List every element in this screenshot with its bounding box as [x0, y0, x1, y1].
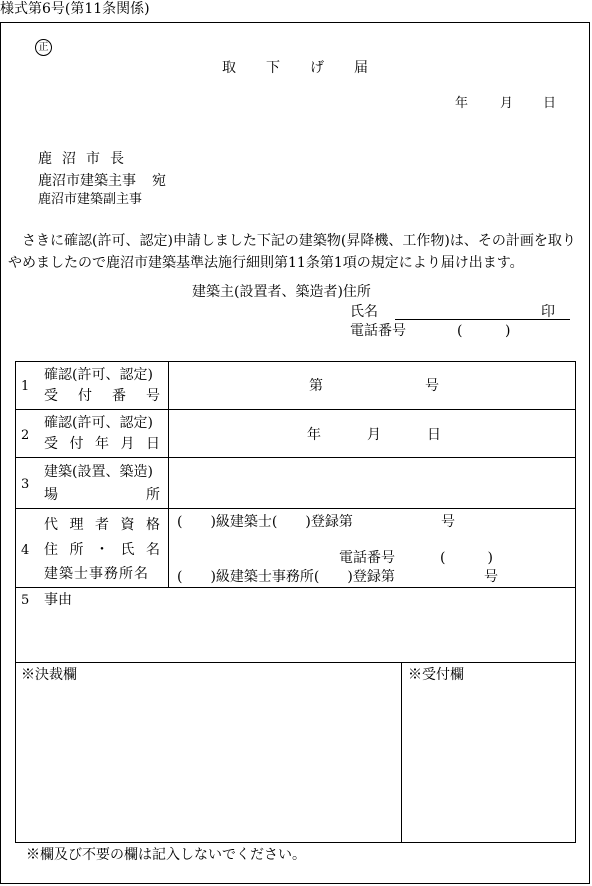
- row2-value-day: 日: [427, 427, 441, 443]
- addressee-deputy-official: 鹿沼市建築副主事: [38, 192, 143, 207]
- table-row-divider: [16, 457, 575, 458]
- row3-label-top: 建築(設置、築造): [44, 464, 153, 480]
- row1-value-go: 号: [425, 378, 439, 394]
- table-row-divider: [16, 409, 575, 410]
- row3-number: 3: [21, 477, 30, 492]
- form-number-label: 様式第6号(第11条関係): [0, 1, 150, 17]
- date-month-label: 月: [500, 96, 514, 111]
- addressee-honorific: 宛: [152, 173, 166, 189]
- row4-label-line2: 住 所 ・ 氏 名: [44, 542, 160, 558]
- row2-number: 2: [21, 428, 30, 443]
- form-title: 取 下 げ 届: [222, 60, 368, 76]
- date-day-label: 日: [543, 96, 557, 111]
- row1-value-dai: 第: [309, 378, 323, 394]
- details-table: [15, 361, 576, 843]
- decision-column-label: ※決裁欄: [21, 667, 77, 683]
- row2-label-bottom: 受 付 年 月 日: [44, 436, 160, 452]
- applicant-seal-label: 印: [541, 304, 555, 320]
- row4-value-office-go: 号: [484, 569, 498, 585]
- reception-column-label: ※受付欄: [408, 667, 464, 683]
- row4-number: 4: [21, 543, 30, 558]
- table-column-divider: [168, 362, 169, 587]
- row4-value-architect: ( )級建築士( )登録第: [177, 514, 353, 530]
- addressee-chief-official: 鹿沼市建築主事: [38, 173, 136, 189]
- seal-mark-icon: 正: [35, 39, 52, 56]
- applicant-phone-label: 電話番号: [350, 323, 406, 339]
- row4-value-architect-go: 号: [441, 514, 455, 530]
- row4-label-line1: 代 理 者 資 格: [44, 517, 160, 533]
- row2-value-year: 年: [307, 427, 321, 443]
- applicant-name-label: 氏名: [350, 304, 378, 320]
- date-year-label: 年: [455, 96, 469, 111]
- footnote: ※欄及び不要の欄は記入しないでください。: [26, 847, 306, 863]
- applicant-phone-paren-close: ): [505, 323, 511, 339]
- table-row-divider: [16, 662, 575, 663]
- row1-label-bottom: 受 付 番 号: [44, 388, 160, 404]
- table-row-divider: [16, 508, 575, 509]
- row3-label-bottom: 場 所: [44, 487, 160, 503]
- addressee-mayor: 鹿 沼 市 長: [38, 151, 124, 167]
- row5-label: 事由: [44, 592, 72, 608]
- notification-body-text: さきに確認(許可、認定)申請しました下記の建築物(昇降機、工作物)は、その計画を取りやめましたので鹿沼市建築基準法施行細則第11条第1項の規定により届け出ます。: [8, 233, 576, 271]
- table-column-divider: [401, 662, 402, 842]
- row2-value-month: 月: [367, 427, 381, 443]
- applicant-phone-paren-open: (: [457, 323, 463, 339]
- row4-value-office: ( )級建築士事務所( )登録第: [177, 569, 395, 585]
- row5-number: 5: [21, 593, 30, 608]
- row4-value-phone-label: 電話番号: [339, 550, 395, 566]
- row2-label-top: 確認(許可、認定): [44, 415, 153, 431]
- table-row-divider: [16, 587, 575, 588]
- row4-label-line3: 建築士事務所名: [44, 566, 149, 582]
- row1-label-top: 確認(許可、認定): [44, 367, 153, 383]
- applicant-address-label: 建築主(設置者、築造者)住所: [192, 284, 371, 300]
- row1-number: 1: [21, 379, 30, 394]
- row4-value-phone-paren: ( ): [440, 550, 493, 566]
